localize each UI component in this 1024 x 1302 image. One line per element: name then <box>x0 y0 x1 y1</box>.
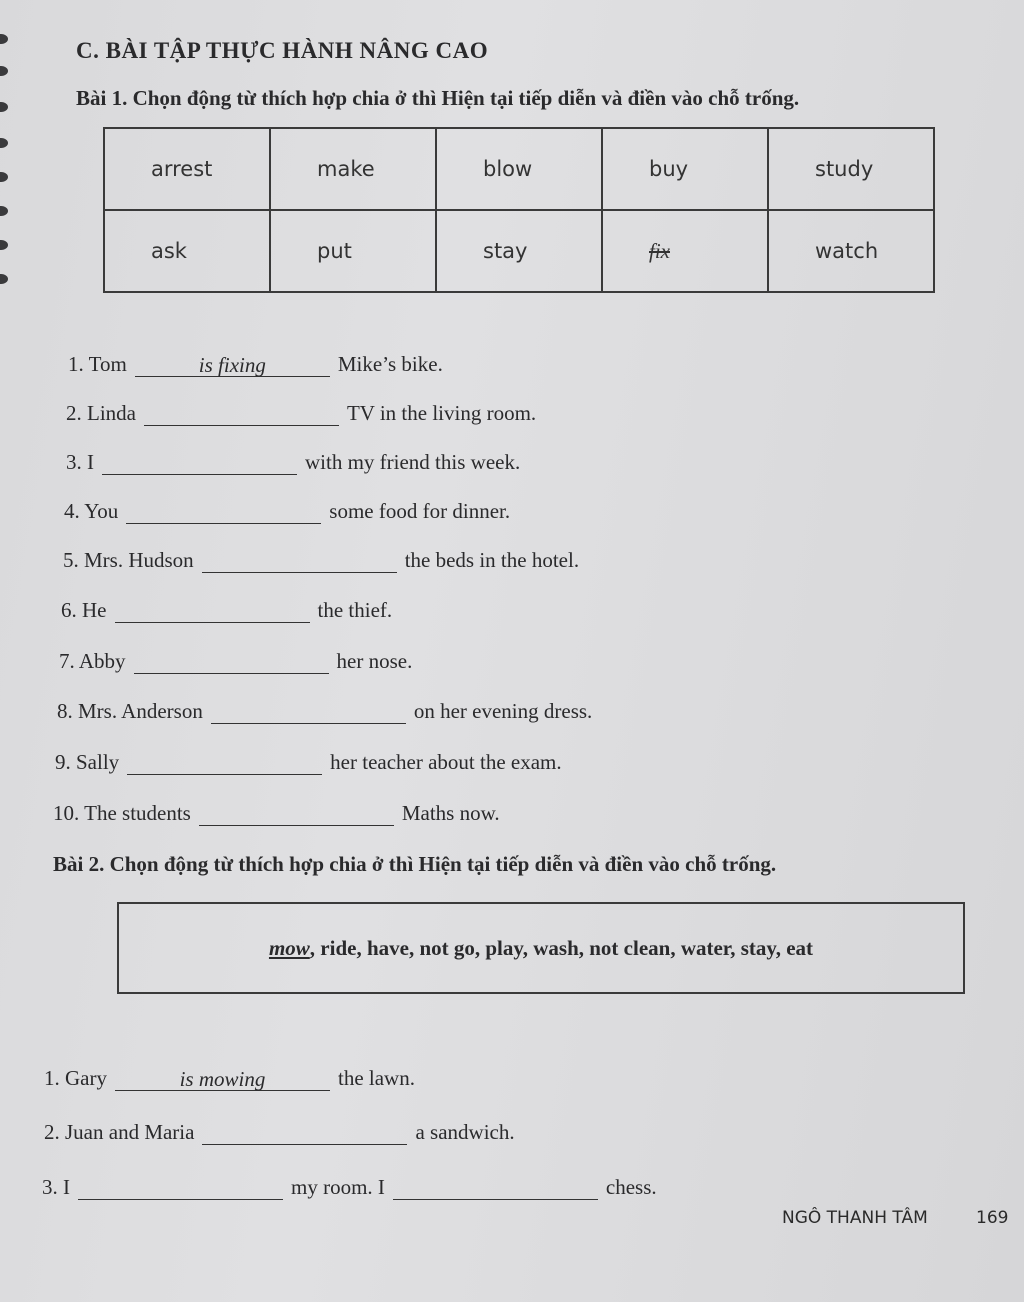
binding-hole <box>0 34 8 44</box>
line-end-text: TV in the living room. <box>346 401 537 425</box>
verb-text: arrest <box>151 157 213 181</box>
answer-blank[interactable] <box>115 1067 330 1091</box>
line-middle-text: my room. I <box>291 1175 385 1199</box>
line-end-text: chess. <box>605 1175 657 1199</box>
binding-hole <box>0 274 8 284</box>
line-end-text: with my friend this week. <box>305 450 521 474</box>
line-start-text: 5. Mrs. Hudson <box>63 548 194 572</box>
verb-text: blow <box>483 157 533 181</box>
line-end-text: the lawn. <box>337 1066 415 1090</box>
verb-text: buy <box>649 157 689 181</box>
exercise-line <box>44 1066 415 1091</box>
answer-blank[interactable] <box>144 405 339 426</box>
verb-cell <box>436 210 602 292</box>
exercise-line <box>42 1175 657 1200</box>
verb-cell <box>602 128 768 210</box>
exercise-line <box>61 598 392 623</box>
word-box-words: , ride, have, not go, play, wash, not clean, water, stay, eat <box>309 935 814 960</box>
binding-hole <box>0 206 8 216</box>
line-end-text: Mike’s bike. <box>337 352 443 376</box>
binding-hole <box>0 240 8 250</box>
line-end-text: her teacher about the exam. <box>330 750 562 774</box>
line-start-text: 3. I <box>66 450 94 474</box>
verb-row <box>104 128 934 210</box>
line-end-text: the beds in the hotel. <box>404 548 580 572</box>
author-name: NGÔ THANH TÂM <box>782 1208 928 1228</box>
binding-hole <box>0 102 8 112</box>
verb-cell <box>768 128 934 210</box>
verb-row <box>104 210 934 292</box>
verb-text: stay <box>483 239 528 263</box>
verb-cell-used <box>602 210 768 292</box>
verb-text: ask <box>151 239 187 263</box>
verb-cell <box>270 210 436 292</box>
exercise2-title: Bài 2. Chọn động từ thích hợp chia ở thì Hiện tại tiếp diễn và điền vào chỗ trống. <box>53 852 777 876</box>
line-start-text: 1. Tom <box>68 352 127 376</box>
exercise-line <box>57 699 592 724</box>
binding-hole <box>0 172 8 182</box>
line-start-text: 3. I <box>42 1175 70 1199</box>
line-end-text: the thief. <box>317 598 393 622</box>
exercise-line <box>64 499 510 524</box>
section-title: C. BÀI TẬP THỰC HÀNH NÂNG CAO <box>76 38 489 63</box>
line-end-text: some food for dinner. <box>329 499 511 523</box>
verb-text: watch <box>815 239 879 263</box>
verb-cell <box>104 210 270 292</box>
line-start-text: 9. Sally <box>55 750 120 774</box>
line-end-text: on her evening dress. <box>413 699 593 723</box>
exercise2-word-box <box>117 902 965 994</box>
line-start-text: 4. You <box>64 499 119 523</box>
verb-cell <box>768 210 934 292</box>
exercise-line <box>66 450 520 475</box>
line-start-text: 6. He <box>61 598 107 622</box>
verb-cell <box>104 128 270 210</box>
answer-text: is fixing <box>198 353 266 377</box>
line-start-text: 10. The students <box>53 801 191 825</box>
exercise-line <box>44 1120 515 1145</box>
exercise-line <box>63 548 579 573</box>
exercise-line <box>68 352 443 377</box>
answer-blank[interactable] <box>126 503 321 524</box>
verb-text: make <box>317 157 375 181</box>
verb-cell <box>436 128 602 210</box>
answer-blank[interactable] <box>102 454 297 475</box>
answer-blank[interactable] <box>127 754 322 775</box>
answer-blank[interactable] <box>199 805 394 826</box>
answer-blank[interactable] <box>393 1179 598 1200</box>
page-number: 169 <box>976 1208 1009 1228</box>
line-start-text: 1. Gary <box>44 1066 107 1090</box>
verb-text: put <box>317 239 352 263</box>
line-start-text: 2. Linda <box>66 401 136 425</box>
answer-blank[interactable] <box>211 703 406 724</box>
answer-text: is mowing <box>179 1067 266 1091</box>
verb-cell <box>270 128 436 210</box>
word-box-example: mow <box>268 935 310 960</box>
line-end-text: a sandwich. <box>415 1120 515 1144</box>
answer-blank[interactable] <box>135 353 330 377</box>
exercise-line <box>55 750 562 775</box>
line-end-text: Maths now. <box>401 801 500 825</box>
verb-text: fix <box>649 238 670 263</box>
answer-blank[interactable] <box>202 552 397 573</box>
verb-text: study <box>815 157 874 181</box>
exercise-line <box>59 649 412 674</box>
answer-blank[interactable] <box>134 653 329 674</box>
binding-hole <box>0 66 8 76</box>
line-start-text: 7. Abby <box>59 649 126 673</box>
exercise-line <box>53 801 500 826</box>
verb-table <box>103 127 935 293</box>
line-end-text: her nose. <box>336 649 413 673</box>
line-start-text: 8. Mrs. Anderson <box>57 699 203 723</box>
answer-blank[interactable] <box>202 1124 407 1145</box>
line-start-text: 2. Juan and Maria <box>44 1120 195 1144</box>
answer-blank[interactable] <box>115 602 310 623</box>
exercise1-title: Bài 1. Chọn động từ thích hợp chia ở thì Hiện tại tiếp diễn và điền vào chỗ trống. <box>76 86 800 110</box>
exercise-line <box>66 401 536 426</box>
answer-blank[interactable] <box>78 1179 283 1200</box>
binding-hole <box>0 138 8 148</box>
